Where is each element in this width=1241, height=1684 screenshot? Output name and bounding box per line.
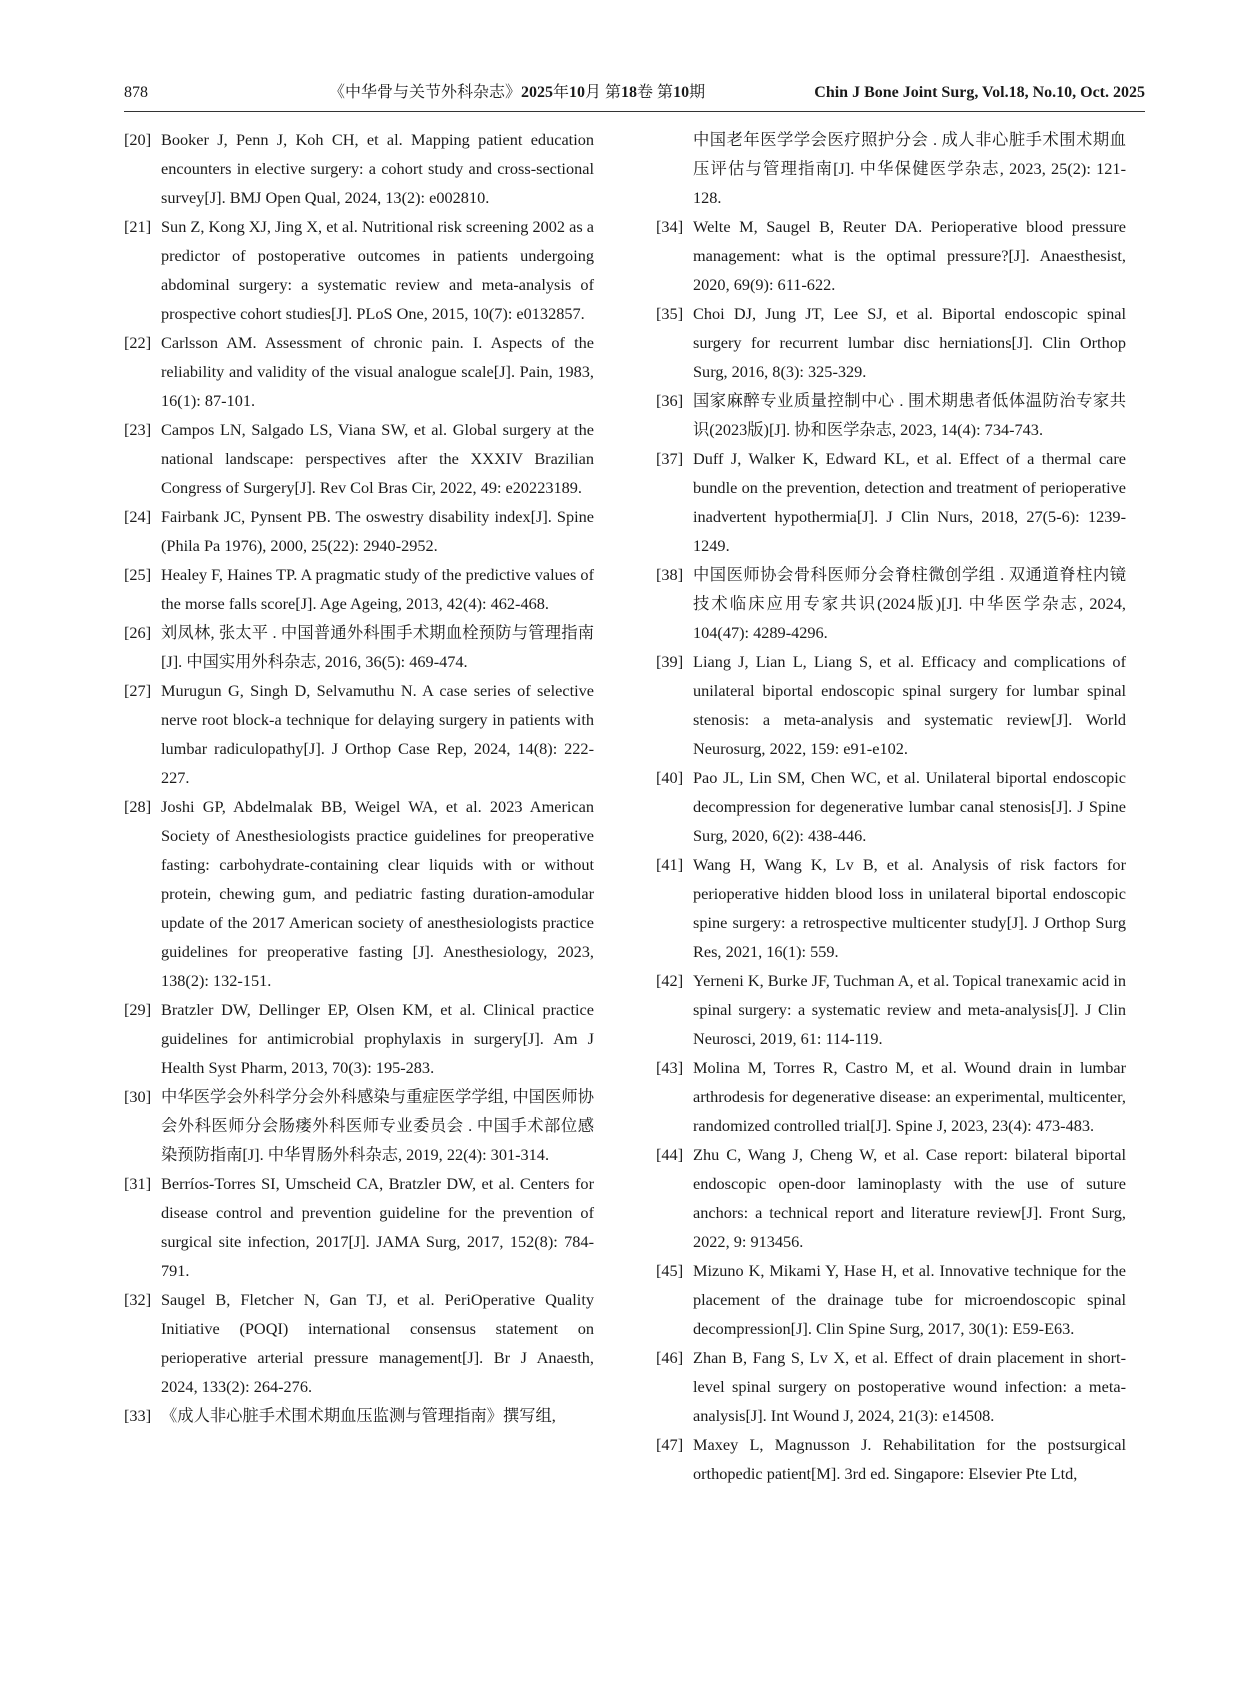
reference-item bbox=[656, 125, 1126, 212]
reference-number: [30] bbox=[124, 1087, 152, 1106]
reference-item bbox=[124, 995, 594, 1082]
journal-title-cn bbox=[329, 78, 705, 108]
reference-number: [47] bbox=[656, 1435, 684, 1454]
reference-number: [34] bbox=[656, 217, 684, 236]
reference-text: Wang H, Wang K, Lv B, et al. Analysis of risk factors for perioperative hidden blood loss in unilateral biportal endoscopic spine surgery: a retrospective multicenter study[J]. J Orthop Surg Res, 2021, 16(1): 559. bbox=[693, 855, 1126, 961]
issue-month: 10 bbox=[569, 84, 586, 101]
reference-item bbox=[656, 212, 1126, 299]
reference-item bbox=[124, 676, 594, 792]
reference-number: [31] bbox=[124, 1174, 152, 1193]
reference-text: Zhu C, Wang J, Cheng W, et al. Case report: bilateral biportal endoscopic open-door laminoplasty with the use of suture anchors: a technical report and literature review[J]. Front Surg, 2022, 9: 913456. bbox=[693, 1145, 1126, 1251]
reference-item bbox=[656, 966, 1126, 1053]
reference-text: 中国医师协会骨科医师分会脊柱微创学组 . 双通道脊柱内镜技术临床应用专家共识(2024版)[J]. 中华医学杂志, 2024, 104(47): 4289-4296. bbox=[693, 565, 1126, 642]
issue-number: 10 bbox=[673, 84, 690, 101]
reference-text: Berríos-Torres SI, Umscheid CA, Bratzler DW, et al. Centers for disease control and prevention guideline for the prevention of surgical site infection, 2017[J]. JAMA Surg, 2017, 152(8): 784-791. bbox=[161, 1174, 594, 1280]
reference-text: Welte M, Saugel B, Reuter DA. Perioperative blood pressure management: what is the optimal pressure?[J]. Anaesthesist, 2020, 69(9): 611-622. bbox=[693, 217, 1126, 294]
reference-text: Healey F, Haines TP. A pragmatic study of the predictive values of the morse falls score[J]. Age Ageing, 2013, 42(4): 462-468. bbox=[161, 565, 594, 613]
reference-number: [28] bbox=[124, 797, 152, 816]
reference-number: [45] bbox=[656, 1261, 684, 1280]
reference-number: [32] bbox=[124, 1290, 152, 1309]
reference-number: [33] bbox=[124, 1406, 152, 1425]
reference-item bbox=[124, 1285, 594, 1401]
reference-item bbox=[124, 792, 594, 995]
reference-text: Mizuno K, Mikami Y, Hase H, et al. Innovative technique for the placement of the drainage tube for microendoscopic spinal decompression[J]. Clin Spine Surg, 2017, 30(1): E59-E63. bbox=[693, 1261, 1126, 1338]
reference-text: Molina M, Torres R, Castro M, et al. Wound drain in lumbar arthrodesis for degenerative disease: an experimental, multicenter, randomized controlled trial[J]. Spine J, 2023, 23(4): 473-483. bbox=[693, 1058, 1126, 1135]
reference-text: Bratzler DW, Dellinger EP, Olsen KM, et al. Clinical practice guidelines for antimicrobial prophylaxis in surgery[J]. Am J Health Syst Pharm, 2013, 70(3): 195-283. bbox=[161, 1000, 594, 1077]
reference-text: Zhan B, Fang S, Lv X, et al. Effect of drain placement in short-level spinal surgery on postoperative wound infection: a meta-analysis[J]. Int Wound J, 2024, 21(3): e14508. bbox=[693, 1348, 1126, 1425]
reference-text: Murugun G, Singh D, Selvamuthu N. A case series of selective nerve root block-a technique for delaying surgery in patients with lumbar radiculopathy[J]. J Orthop Case Rep, 2024, 14(8): 222-227. bbox=[161, 681, 594, 787]
month-unit: 月 第 bbox=[585, 84, 622, 101]
reference-item bbox=[124, 212, 594, 328]
reference-text: Maxey L, Magnusson J. Rehabilitation for the postsurgical orthopedic patient[M]. 3rd ed. Singapore: Elsevier Pte Ltd, bbox=[693, 1435, 1126, 1483]
reference-number: [25] bbox=[124, 565, 152, 584]
reference-text: Fairbank JC, Pynsent PB. The oswestry disability index[J]. Spine (Phila Pa 1976), 2000, 25(22): 2940-2952. bbox=[161, 507, 594, 555]
reference-text: Choi DJ, Jung JT, Lee SJ, et al. Biportal endoscopic spinal surgery for recurrent lumbar disc herniations[J]. Clin Orthop Surg, 2016, 8(3): 325-329. bbox=[693, 304, 1126, 381]
reference-item bbox=[656, 444, 1126, 560]
reference-item bbox=[656, 647, 1126, 763]
reference-item bbox=[656, 560, 1126, 647]
reference-item bbox=[124, 618, 594, 676]
reference-text: Saugel B, Fletcher N, Gan TJ, et al. PeriOperative Quality Initiative (POQI) international consensus statement on perioperative arterial pressure management[J]. Br J Anaesth, 2024, 133(2): 264-276. bbox=[161, 1290, 594, 1396]
reference-number: [24] bbox=[124, 507, 152, 526]
reference-number: [43] bbox=[656, 1058, 684, 1077]
reference-number: [40] bbox=[656, 768, 684, 787]
reference-item bbox=[124, 1169, 594, 1285]
reference-number: [42] bbox=[656, 971, 684, 990]
issue-year: 2025 bbox=[521, 84, 554, 101]
reference-text: Carlsson AM. Assessment of chronic pain. I. Aspects of the reliability and validity of the visual analogue scale[J]. Pain, 1983, 16(1): 87-101. bbox=[161, 333, 594, 410]
journal-title-en: Chin J Bone Joint Surg, Vol.18, No.10, Oct. 2025 bbox=[814, 84, 1145, 101]
reference-item bbox=[656, 1430, 1126, 1488]
reference-number: [21] bbox=[124, 217, 152, 236]
reference-item bbox=[656, 386, 1126, 444]
reference-item bbox=[124, 1401, 594, 1430]
reference-number: [36] bbox=[656, 391, 684, 410]
reference-text: 国家麻醉专业质量控制中心 . 围术期患者低体温防治专家共识(2023版)[J]. 协和医学杂志, 2023, 14(4): 734-743. bbox=[693, 391, 1126, 439]
reference-item bbox=[656, 299, 1126, 386]
issue-volume: 18 bbox=[621, 84, 638, 101]
reference-item bbox=[656, 1256, 1126, 1343]
reference-text: Booker J, Penn J, Koh CH, et al. Mapping patient education encounters in elective surgery: a cohort study and cross-sectional survey[J]. BMJ Open Qual, 2024, 13(2): e002810. bbox=[161, 130, 594, 207]
reference-item bbox=[124, 415, 594, 502]
reference-item bbox=[656, 1343, 1126, 1430]
reference-item bbox=[124, 125, 594, 212]
year-unit: 年 bbox=[553, 84, 570, 101]
references-right-column bbox=[656, 125, 1126, 1488]
reference-number: [26] bbox=[124, 623, 152, 642]
volume-unit: 卷 第 bbox=[637, 84, 674, 101]
reference-item bbox=[656, 763, 1126, 850]
reference-number: [41] bbox=[656, 855, 684, 874]
reference-number: [44] bbox=[656, 1145, 684, 1164]
reference-number: [39] bbox=[656, 652, 684, 671]
running-header bbox=[124, 78, 1145, 108]
reference-item bbox=[124, 328, 594, 415]
reference-number: [38] bbox=[656, 565, 684, 584]
reference-text: Joshi GP, Abdelmalak BB, Weigel WA, et al. 2023 American Society of Anesthesiologists practice guidelines for preoperative fasting: carbohydrate-containing clear liquids with or without protein, chewing gum, and pediatric fasting duration-amodular update of the 2017 American society of anesthesiologists practice guidelines for preoperative fasting [J]. Anesthesiology, 2023, 138(2): 132-151. bbox=[161, 797, 594, 990]
reference-number: [27] bbox=[124, 681, 152, 700]
reference-text: Liang J, Lian L, Liang S, et al. Efficacy and complications of unilateral biportal endoscopic spinal surgery for lumbar spinal stenosis: a meta-analysis and systematic review[J]. World Neurosurg, 2022, 159: e91-e102. bbox=[693, 652, 1126, 758]
reference-text: 《成人非心脏手术围术期血压监测与管理指南》撰写组, bbox=[161, 1406, 556, 1425]
reference-item bbox=[656, 850, 1126, 966]
reference-item bbox=[124, 502, 594, 560]
reference-text: Campos LN, Salgado LS, Viana SW, et al. Global surgery at the national landscape: perspectives after the XXXIV Brazilian Congress of Surgery[J]. Rev Col Bras Cir, 2022, 49: e20223189. bbox=[161, 420, 594, 497]
reference-text: Sun Z, Kong XJ, Jing X, et al. Nutritional risk screening 2002 as a predictor of postoperative outcomes in patients undergoing abdominal surgery: a systematic review and meta-analysis of prospective cohort studies[J]. PLoS One, 2015, 10(7): e0132857. bbox=[161, 217, 594, 323]
reference-text: 刘凤林, 张太平 . 中国普通外科围手术期血栓预防与管理指南[J]. 中国实用外科杂志, 2016, 36(5): 469-474. bbox=[161, 623, 594, 671]
reference-text: Duff J, Walker K, Edward KL, et al. Effect of a thermal care bundle on the prevention, detection and treatment of perioperative inadvertent hypothermia[J]. J Clin Nurs, 2018, 27(5-6): 1239-1249. bbox=[693, 449, 1126, 555]
reference-number: [23] bbox=[124, 420, 152, 439]
reference-number: [29] bbox=[124, 1000, 152, 1019]
reference-number: [35] bbox=[656, 304, 684, 323]
reference-item bbox=[124, 1082, 594, 1169]
reference-text: Yerneni K, Burke JF, Tuchman A, et al. Topical tranexamic acid in spinal surgery: a systematic review and meta-analysis[J]. J Clin Neurosci, 2019, 61: 114-119. bbox=[693, 971, 1126, 1048]
reference-item bbox=[124, 560, 594, 618]
journal-name-cn: 《中华骨与关节外科杂志》 bbox=[329, 84, 522, 101]
reference-number: [46] bbox=[656, 1348, 684, 1367]
reference-text: 中国老年医学学会医疗照护分会 . 成人非心脏手术围术期血压评估与管理指南[J]. 中华保健医学杂志, 2023, 25(2): 121-128. bbox=[693, 130, 1126, 207]
reference-text: 中华医学会外科学分会外科感染与重症医学学组, 中国医师协会外科医师分会肠瘘外科医师专业委员会 . 中国手术部位感染预防指南[J]. 中华胃肠外科杂志, 2019, 22(4): 301-314. bbox=[161, 1087, 594, 1164]
reference-item bbox=[656, 1140, 1126, 1256]
reference-number: [20] bbox=[124, 130, 152, 149]
reference-number: [22] bbox=[124, 333, 152, 352]
reference-item bbox=[656, 1053, 1126, 1140]
header-rule bbox=[124, 111, 1145, 112]
references-left-column bbox=[124, 125, 594, 1430]
issue-unit: 期 bbox=[689, 84, 706, 101]
reference-text: Pao JL, Lin SM, Chen WC, et al. Unilateral biportal endoscopic decompression for degenerative lumbar canal stenosis[J]. J Spine Surg, 2020, 6(2): 438-446. bbox=[693, 768, 1126, 845]
page-number: 878 bbox=[124, 84, 148, 101]
reference-number: [37] bbox=[656, 449, 684, 468]
